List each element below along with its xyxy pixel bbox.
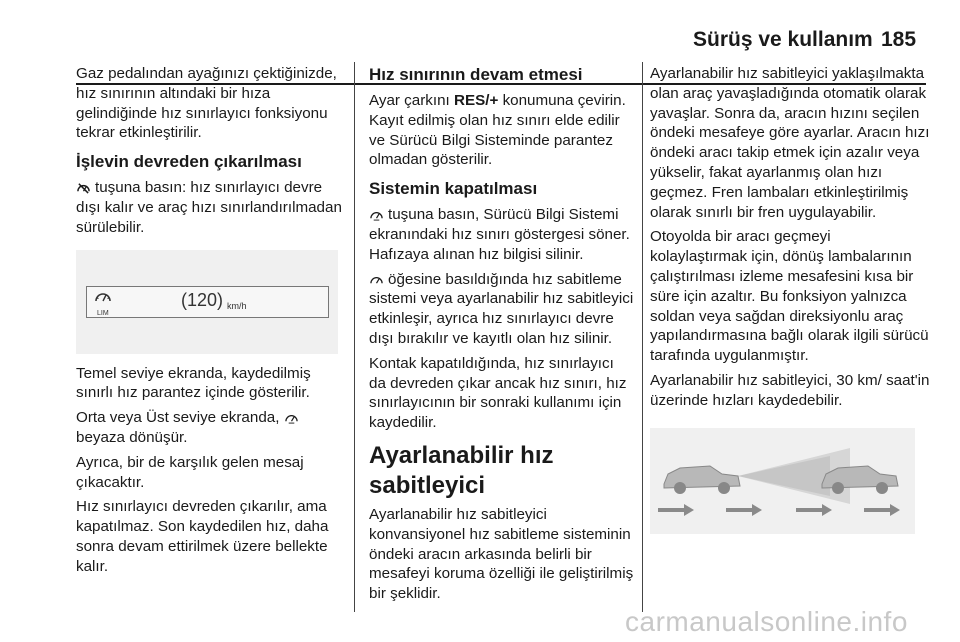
page-number: 185 — [881, 28, 917, 51]
column-middle — [369, 64, 634, 609]
paragraph — [369, 270, 634, 349]
paragraph-text: beyaza dönüşür. — [76, 428, 188, 446]
limiter-display-figure — [76, 250, 338, 354]
cruise-control-icon — [369, 273, 384, 286]
paragraph-text: konumuna çevirin. Kayıt edilmiş olan hız sınırı elde edilir ve Sürücü Bilgi Sisteminde parantez olmadan gösterilir. — [369, 92, 626, 169]
speed-limiter-icon — [284, 411, 299, 424]
paragraph: Ayarlanabilir hız sabitleyici konvansiyonel hız sabitleme sisteminin öndeki aracın arkasında belirli bir mesafeyi koruma özelliği ile geliştirilmiş bir şeklidir. — [369, 505, 634, 603]
limiter-speed: (120) — [181, 289, 224, 310]
subheading: Sistemin kapatılması — [369, 179, 538, 199]
paragraph: Temel seviye ekranda, kaydedilmiş sınırlı hız parantez içinde gösterilir. — [76, 364, 311, 402]
column-divider — [354, 62, 355, 612]
limiter-unit: km/h — [227, 300, 247, 311]
paragraph: Gaz pedalından ayağınızı çektiğinizde, hız sınırının altındaki bir hıza gelindiğinde hız sınırlayıcı fonksiyonu tekrar etkinleştirilir. — [76, 65, 337, 142]
speed-limiter-icon — [93, 289, 113, 305]
paragraph-text: tuşuna basın: hız sınırlayıcı devre dışı kalır ve araç hızı sınırlandırılmadan sürülebilir. — [76, 179, 342, 236]
section-title: Sürüş ve kullanım — [693, 28, 873, 51]
column-left — [76, 64, 346, 582]
paragraph-text: Orta veya Üst seviye ekranda, — [76, 409, 280, 427]
paragraph: Ayrıca, bir de karşılık gelen mesaj çıkacaktır. — [76, 453, 304, 491]
page-header — [0, 28, 960, 58]
paragraph: Ayarlanabilir hız sabitleyici, 30 km/ saat'in üzerinde hızları kaydedebilir. — [650, 371, 930, 409]
limiter-label: LIM — [97, 309, 109, 317]
control-label: RES/+ — [454, 92, 499, 109]
paragraph — [76, 178, 346, 237]
paragraph — [369, 91, 634, 170]
paragraph-text: öğesine basıldığında hız sabitleme sistemi veya ayarlanabilir hız sabitleyici etkinleşir, ayrıca hız sınırlayıcı devre dışı bırakılır ve kayıtlı olan hız silinir. — [369, 270, 634, 347]
paragraph-text: Ayar çarkını — [369, 92, 450, 109]
paragraph: Hız sınırlayıcı devreden çıkarılır, ama kapatılmaz. Son kaydedilen hız, daha sonra devam ettirilmek üzere bellekte kalır. — [76, 498, 329, 575]
paragraph: Kontak kapatıldığında, hız sınırlayıcı da devreden çıkar ancak hız sınırı, hız sınırlayıcının bir sonraki kullanımı için kaydedilir. — [369, 354, 627, 432]
limiter-display-bar — [86, 286, 329, 318]
paragraph — [369, 205, 634, 264]
paragraph — [76, 408, 346, 448]
speed-limiter-icon — [369, 208, 384, 221]
speed-limiter-off-icon — [76, 181, 91, 194]
paragraph-text: tuşuna basın, Sürücü Bilgi Sistemi ekranındaki hız sınırı göstergesi söner. Hafızaya alınan hız bilgisi silinir. — [369, 206, 630, 263]
adaptive-cruise-illustration — [650, 428, 915, 534]
paragraph: Otoyolda bir aracı geçmeyi kolaylaştırmak için, dönüş lambalarının çalıştırılması izleme mesafesini kısa bir süre için azaltır. Bu fonksiyon yalnızca soldan veya sağdan direksiyonlu araç yapılandırmasına bağlı olarak ilgili sürücü tarafında uygulanmıştır. — [650, 228, 929, 365]
column-right — [650, 64, 930, 539]
section-heading: Ayarlanabilir hız sabitleyici — [369, 441, 554, 499]
paragraph: Ayarlanabilir hız sabitleyici yaklaşılmakta olan araç yavaşladığında otomatik olarak yavaşlar. Sonra da, aracın hızını seçilen öndeki mesafeye göre ayarlar. Aracın hızı öndeki aracı takip etmek için azalır veya yükselir, fakat ayarlanmış olan hızı geçmez. Fren lambaları etkinleştirilmiş olarak sınırlı bir fren uygulayabilir. — [650, 65, 930, 221]
column-divider — [642, 62, 643, 612]
subheading: Hız sınırının devam etmesi — [369, 65, 583, 84]
subheading: İşlevin devreden çıkarılması — [76, 152, 302, 172]
watermark: carmanualsonline.info — [625, 606, 908, 637]
